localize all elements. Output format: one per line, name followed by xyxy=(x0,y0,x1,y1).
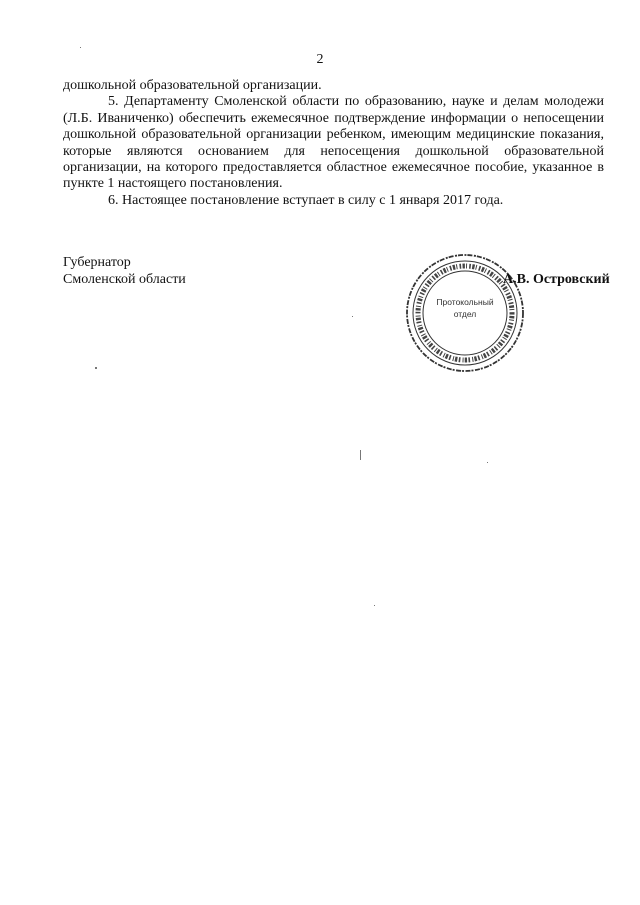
signer-position-line-1: Губернатор xyxy=(63,255,131,270)
scan-speck xyxy=(80,47,81,48)
paragraph-item-6: 6. Настоящее постановление вступает в силу с 1 января 2017 года. xyxy=(108,192,504,208)
signer-position xyxy=(63,254,186,288)
signature-name: А.В. Островский xyxy=(503,272,610,287)
scan-speck xyxy=(95,367,97,369)
signer-position-line-2: Смоленской области xyxy=(63,272,186,287)
stamp-inner-text xyxy=(432,296,498,320)
scan-speck xyxy=(352,316,353,317)
stamp-inner-line-1: Протокольный xyxy=(436,297,494,307)
stamp-inner-line-2: отдел xyxy=(453,309,477,319)
document-body xyxy=(63,78,604,209)
scan-speck xyxy=(374,605,375,606)
paragraph-item-5: 5. Департаменту Смоленской области по образованию, науке и делам молодежи (Л.Б. Иваниченко) обеспечить ежемесячное подтверждение информации о непосещении дошкольной образовательной организации ребенком, имеющим медицинские показания, которые являются основанием для непосещения дошкольной образовательной организации, на которого предоставляется областное ежемесячное пособие, указанное в пункте 1 настоящего постановления. xyxy=(63,94,604,192)
scan-speck xyxy=(487,462,488,463)
page-number: 2 xyxy=(316,52,324,67)
scan-speck xyxy=(360,450,361,460)
paragraph-continuation: дошкольной образовательной организации. xyxy=(63,78,322,93)
